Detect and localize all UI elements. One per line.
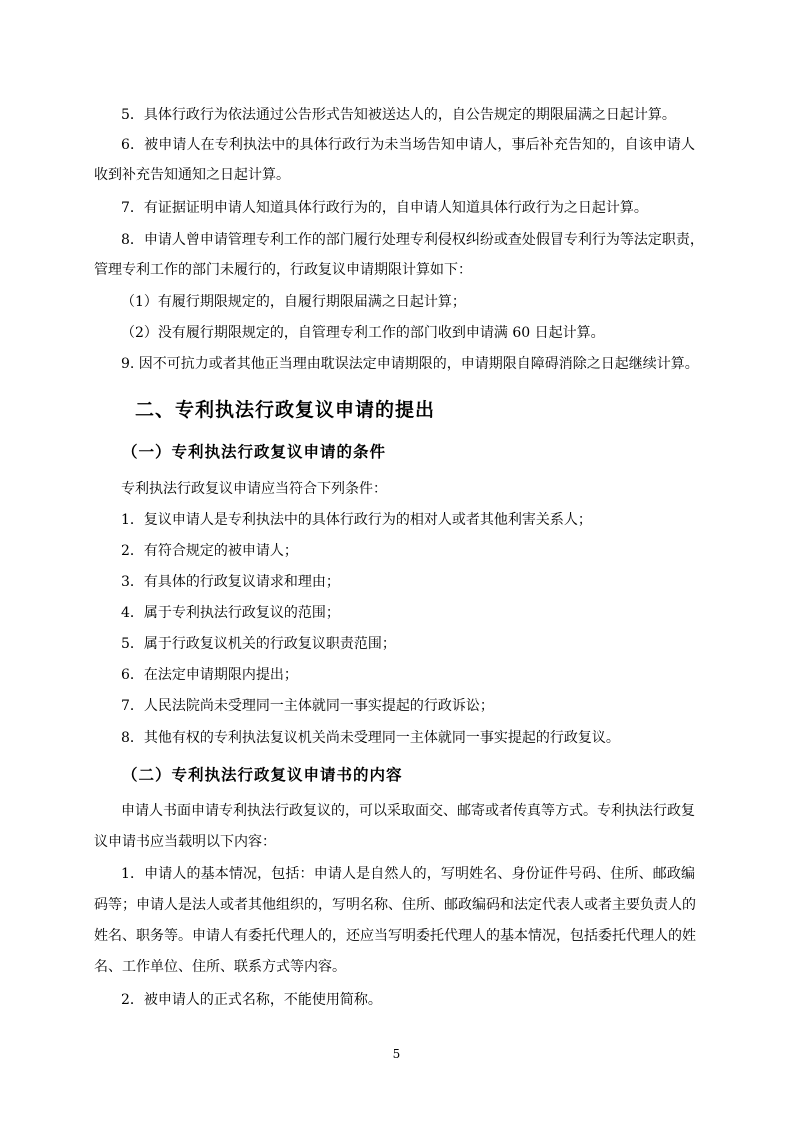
contents-item-1-line-4: 名、工作单位、住所、联系方式等内容。 [94, 959, 346, 975]
paragraph-item-8-line-1: 8．申请人曾申请管理专利工作的部门履行处理专利侵权纠纷或查处假冒专利行为等法定职责， [121, 232, 704, 248]
paragraph-item-5: 5．具体行政行为依法通过公告形式告知被送达人的，自公告规定的期限届满之日起计算。 [121, 107, 676, 123]
condition-item: 6．在法定申请期限内提出； [121, 667, 298, 683]
page-number: 5 [392, 1047, 401, 1061]
paragraph-item-6-line-1: 6．被申请人在专利执法中的具体行政行为未当场告知申请人，事后补充告知的，自该申请人 [121, 137, 695, 153]
condition-item: 5．属于行政复议机关的行政复议职责范围； [121, 636, 396, 652]
subsection-heading-conditions: （一）专利执法行政复议申请的条件 [122, 443, 387, 461]
condition-item: 3．有具体的行政复议请求和理由； [121, 574, 340, 590]
paragraph-item-7: 7．有证据证明申请人知道具体行政行为的，自申请人知道具体行政行为之日起计算。 [121, 200, 648, 216]
section-heading: 二、专利执法行政复议申请的提出 [135, 399, 436, 421]
contents-item-1-line-1: 1．申请人的基本情况，包括：申请人是自然人的，写明姓名、身份证件号码、住所、邮政编 [121, 866, 695, 882]
condition-item: 8．其他有权的专利执法复议机关尚未受理同一主体就同一事实提起的行政复议。 [121, 730, 620, 746]
condition-item: 7．人民法院尚未受理同一主体就同一事实提起的行政诉讼； [121, 698, 494, 714]
condition-item: 2．有符合规定的被申请人； [121, 543, 298, 559]
sub-item-1: （1）有履行期限规定的，自履行期限届满之日起计算； [121, 294, 466, 310]
paragraph-item-6-line-2: 收到补充告知通知之日起计算。 [94, 167, 290, 183]
subsection-heading-contents: （二）专利执法行政复议申请书的内容 [122, 766, 403, 784]
contents-item-2: 2．被申请人的正式名称，不能使用简称。 [121, 992, 382, 1008]
sub-item-2: （2）没有履行期限规定的，自管理专利工作的部门收到申请满 60 日起计算。 [121, 325, 605, 341]
contents-item-1-line-2: 码等；申请人是法人或者其他组织的，写明名称、住所、邮政编码和法定代表人或者主要负责人的 [94, 897, 696, 913]
paragraph-item-8-line-2: 管理专利工作的部门未履行的，行政复议申请期限计算如下： [94, 262, 472, 278]
condition-item: 4．属于专利执法行政复议的范围； [121, 605, 340, 621]
condition-item: 1．复议申请人是专利执法中的具体行政行为的相对人或者其他利害关系人； [121, 512, 592, 528]
contents-paragraph-1-line-2: 议申请书应当载明以下内容： [94, 834, 276, 850]
conditions-intro: 专利执法行政复议申请应当符合下列条件： [121, 481, 387, 497]
paragraph-item-9: 9. 因不可抗力或者其他正当理由耽误法定申请期限的，申请期限自障碍消除之日起继续计算。 [121, 356, 699, 372]
contents-paragraph-1-line-1: 申请人书面申请专利执法行政复议的，可以采取面交、邮寄或者传真等方式。专利执法行政复 [121, 803, 695, 819]
contents-item-1-line-3: 姓名、职务等。申请人有委托代理人的，还应当写明委托代理人的基本情况，包括委托代理人的姓 [94, 928, 696, 944]
